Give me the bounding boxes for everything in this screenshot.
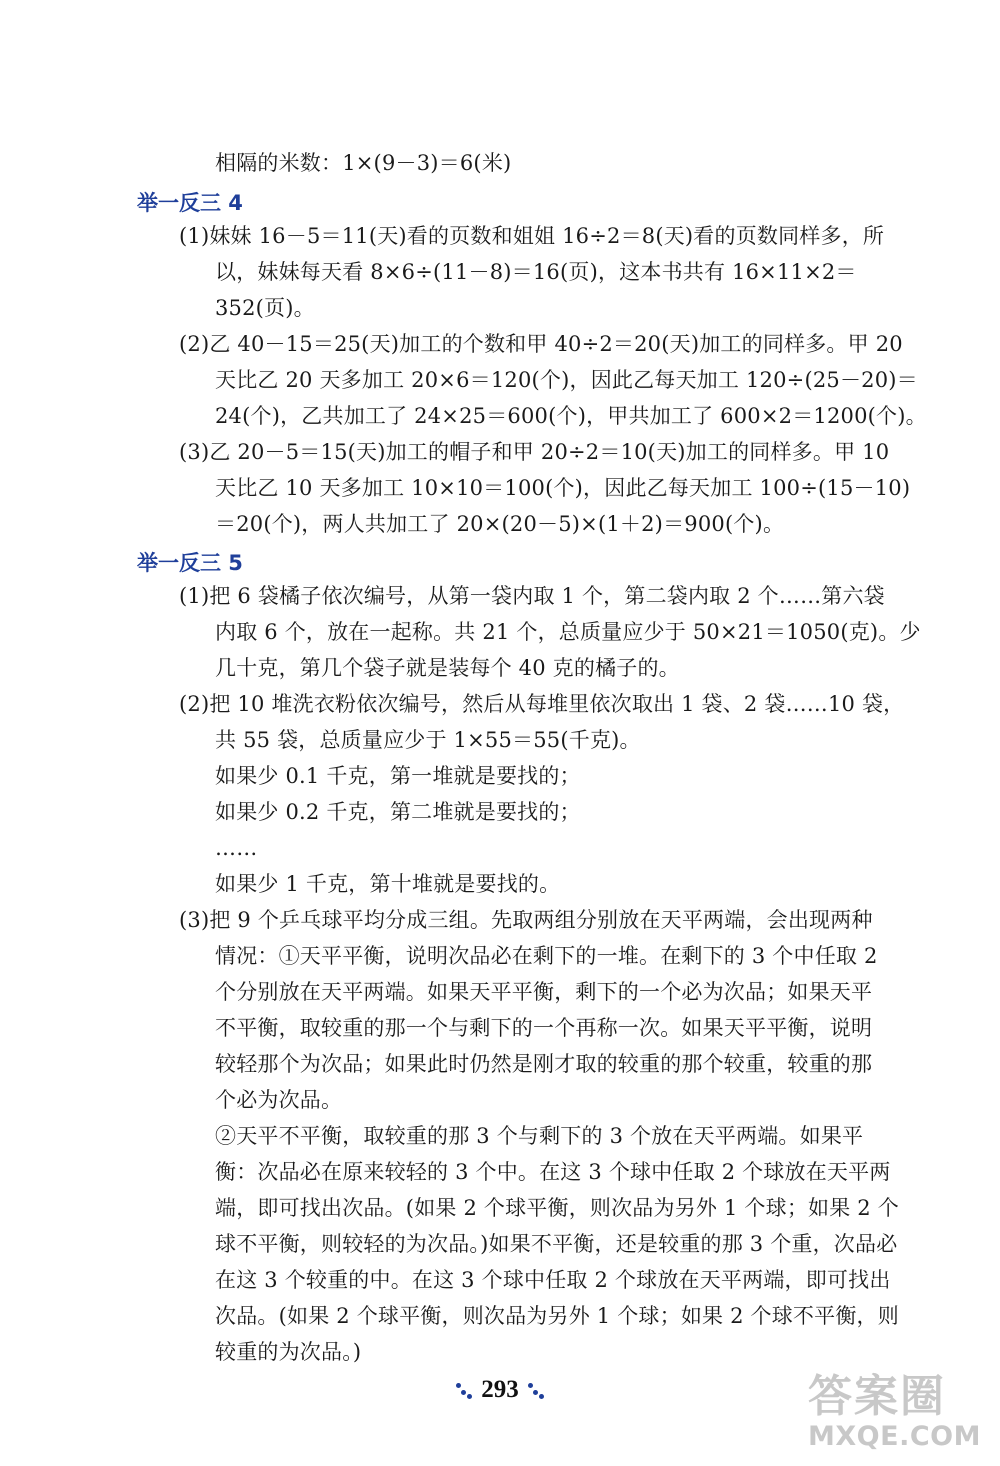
text-line: 352(页)。: [215, 296, 315, 320]
text-line: (1)妹妹 16－5＝11(天)看的页数和姐姐 16÷2＝8(天)看的页数同样多，所: [179, 224, 885, 248]
text-line: (3)乙 20－5＝15(天)加工的帽子和甲 20÷2＝10(天)加工的同样多。甲 10: [179, 440, 890, 464]
section-heading-5: 举一反三 5: [137, 551, 243, 575]
text-line: (2)乙 40－15＝25(天)加工的个数和甲 40÷2＝20(天)加工的同样多。甲 20: [179, 332, 903, 356]
text-line: 以，妹妹每天看 8×6÷(11－8)＝16(页)，这本书共有 16×11×2＝: [215, 260, 857, 284]
dots-ornament-left-icon: [455, 1381, 473, 1399]
text-line: 如果少 1 千克，第十堆就是要找的。: [215, 872, 561, 896]
text-line: ……: [215, 836, 258, 860]
page-number: 293: [481, 1376, 519, 1403]
text-line: 几十克，第几个袋子就是装每个 40 克的橘子的。: [215, 656, 680, 680]
text-line: 共 55 袋，总质量应少于 1×55＝55(千克)。: [215, 728, 641, 752]
text-line: 在这 3 个较重的中。在这 3 个球中任取 2 个球放在天平两端，即可找出: [215, 1268, 891, 1292]
text-line: 情况：①天平平衡，说明次品必在剩下的一堆。在剩下的 3 个中任取 2: [215, 944, 878, 968]
text-line: 端，即可找出次品。(如果 2 个球平衡，则次品为另外 1 个球；如果 2 个: [215, 1196, 899, 1220]
text-line: 较重的为次品。): [215, 1340, 362, 1364]
text-line: 次品。(如果 2 个球平衡，则次品为另外 1 个球；如果 2 个球不平衡，则: [215, 1304, 899, 1328]
text-line: ＝20(个)，两人共加工了 20×(20－5)×(1＋2)＝900(个)。: [215, 512, 785, 536]
text-line: (3)把 9 个乒乓球平均分成三组。先取两组分别放在天平两端，会出现两种: [179, 908, 873, 932]
text-line: 不平衡，取较重的那一个与剩下的一个再称一次。如果天平平衡，说明: [215, 1016, 873, 1040]
text-line: 较轻那个为次品；如果此时仍然是刚才取的较重的那个较重，较重的那: [215, 1052, 873, 1076]
text-line: 内取 6 个，放在一起称。共 21 个，总质量应少于 50×21＝1050(克)。少: [215, 620, 921, 644]
dots-ornament-right-icon: [527, 1381, 545, 1399]
text-line: 个必为次品。: [215, 1088, 343, 1112]
text-line: 相隔的米数：1×(9－3)＝6(米): [215, 151, 512, 175]
text-line: 天比乙 20 天多加工 20×6＝120(个)，因此乙每天加工 120÷(25－20)＝: [215, 368, 918, 392]
text-line: 衡：次品必在原来较轻的 3 个中。在这 3 个球中任取 2 个球放在天平两: [215, 1160, 891, 1184]
text-line: 球不平衡，则较轻的为次品。)如果不平衡，还是较重的那 3 个重，次品必: [215, 1232, 898, 1256]
section-heading-4: 举一反三 4: [137, 191, 243, 215]
watermark-bottom-text: MXQE.COM: [808, 1421, 981, 1452]
watermark-logo: [808, 1372, 998, 1462]
text-line: ②天平不平衡，取较重的那 3 个与剩下的 3 个放在天平两端。如果平: [215, 1124, 864, 1148]
text-line: 24(个)，乙共加工了 24×25＝600(个)，甲共加工了 600×2＝1200(个)。: [215, 404, 927, 428]
text-line: 天比乙 10 天多加工 10×10＝100(个)，因此乙每天加工 100÷(15－10): [215, 476, 911, 500]
text-line: (2)把 10 堆洗衣粉依次编号，然后从每堆里依次取出 1 袋、2 袋……10 袋，: [179, 692, 905, 716]
text-line: (1)把 6 袋橘子依次编号，从第一袋内取 1 个，第二袋内取 2 个……第六袋: [179, 584, 885, 608]
text-line: 如果少 0.1 千克，第一堆就是要找的；: [215, 764, 581, 788]
watermark-top-text: 答案圈: [808, 1371, 946, 1422]
text-line: 个分别放在天平两端。如果天平平衡，剩下的一个必为次品；如果天平: [215, 980, 873, 1004]
text-line: 如果少 0.2 千克，第二堆就是要找的；: [215, 800, 581, 824]
